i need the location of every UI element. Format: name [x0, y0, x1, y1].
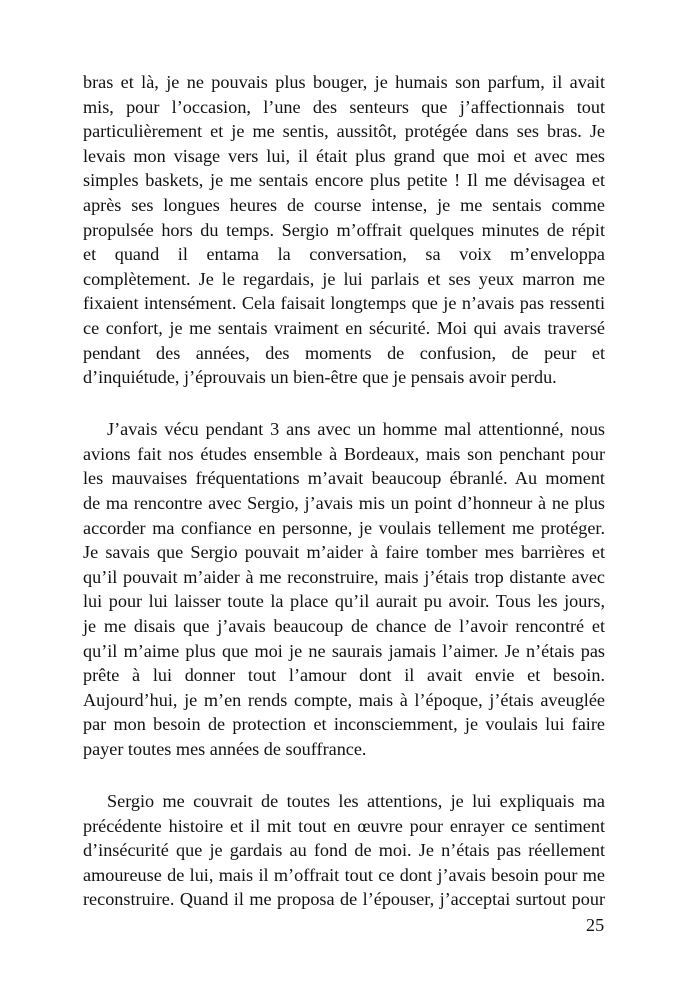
text-line: propulsée hors du temps. Sergio m’offrait quelques minutes de répit	[83, 219, 605, 240]
text-line: mis, pour l’occasion, l’une des senteurs que j’affectionnais tout	[83, 96, 605, 117]
text-line: accorder ma confiance en personne, je voulais tellement me protéger.	[83, 517, 605, 538]
text-line: Sergio me couvrait de toutes les attentions, je lui expliquais ma	[107, 791, 605, 812]
text-line: par mon besoin de protection et inconsciemment, je voulais lui faire	[83, 714, 605, 735]
text-line: J’avais vécu pendant 3 ans avec un homme mal attentionné, nous	[107, 419, 605, 440]
text-line: qu’il m’aime plus que moi je ne saurais jamais l’aimer. Je n’étais pas	[83, 640, 605, 661]
text-line: amoureuse de lui, mais il m’offrait tout ce dont j’avais besoin pour me	[83, 864, 605, 885]
text-line: lui pour lui laisser toute la place qu’il aurait pu avoir. Tous les jours,	[83, 591, 605, 612]
text-line: après ses longues heures de course intense, je me sentais comme	[83, 194, 605, 215]
text-line: bras et là, je ne pouvais plus bouger, je humais son parfum, il avait	[83, 72, 605, 92]
text-line: pendant des années, des moments de confusion, de peur et	[83, 342, 605, 363]
text-line: prête à lui donner tout l’amour dont il avait envie et besoin.	[83, 665, 605, 686]
text-line: qu’il pouvait m’aider à me reconstruire, mais j’étais trop distante avec	[83, 566, 605, 587]
paragraph-spacer	[83, 390, 605, 418]
text-line: d’insécurité que je gardais au fond de moi. Je n’étais pas réellement	[83, 840, 605, 861]
page-number: 25	[586, 915, 605, 935]
paragraph-2	[83, 417, 605, 761]
body-text	[83, 70, 605, 912]
text-line: et quand il entama la conversation, sa voix m’enveloppa	[83, 244, 605, 265]
paragraph-1	[83, 70, 605, 390]
text-line: les mauvaises fréquentations m’avait beaucoup ébranlé. Au moment	[83, 468, 605, 489]
paragraph-3	[83, 789, 605, 912]
text-line: payer toutes mes années de souffrance.	[83, 738, 367, 759]
text-line: levais mon visage vers lui, il était plus grand que moi et avec mes	[83, 145, 605, 166]
text-line: complètement. Je le regardais, je lui parlais et ses yeux marron me	[83, 268, 605, 289]
text-line: reconstruire. Quand il me proposa de l’épouser, j’acceptai surtout pour	[83, 889, 605, 910]
text-line: particulièrement et je me sentis, aussitôt, protégée dans ses bras. Je	[83, 121, 605, 142]
text-line: d’inquiétude, j’éprouvais un bien-être que je pensais avoir perdu.	[83, 367, 557, 388]
text-line: précédente histoire et il mit tout en œuvre pour enrayer ce sentiment	[83, 815, 605, 836]
text-line: je me disais que j’avais beaucoup de chance de l’avoir rencontré et	[83, 615, 605, 636]
text-line: fixaient intensément. Cela faisait longtemps que je n’avais pas ressenti	[83, 293, 605, 314]
paragraph-spacer	[83, 762, 605, 790]
text-line: ce confort, je me sentais vraiment en sécurité. Moi qui avais traversé	[83, 317, 605, 338]
text-line: Aujourd’hui, je m’en rends compte, mais à l’époque, j’étais aveuglée	[83, 689, 605, 710]
text-line: de ma rencontre avec Sergio, j’avais mis un point d’honneur à ne plus	[83, 493, 605, 513]
text-line: simples baskets, je me sentais encore plus petite ! Il me dévisagea et	[83, 170, 605, 191]
text-line: avions fait nos études ensemble à Bordeaux, mais son penchant pour	[83, 443, 605, 464]
text-line: Je savais que Sergio pouvait m’aider à faire tomber mes barrières et	[83, 542, 605, 563]
